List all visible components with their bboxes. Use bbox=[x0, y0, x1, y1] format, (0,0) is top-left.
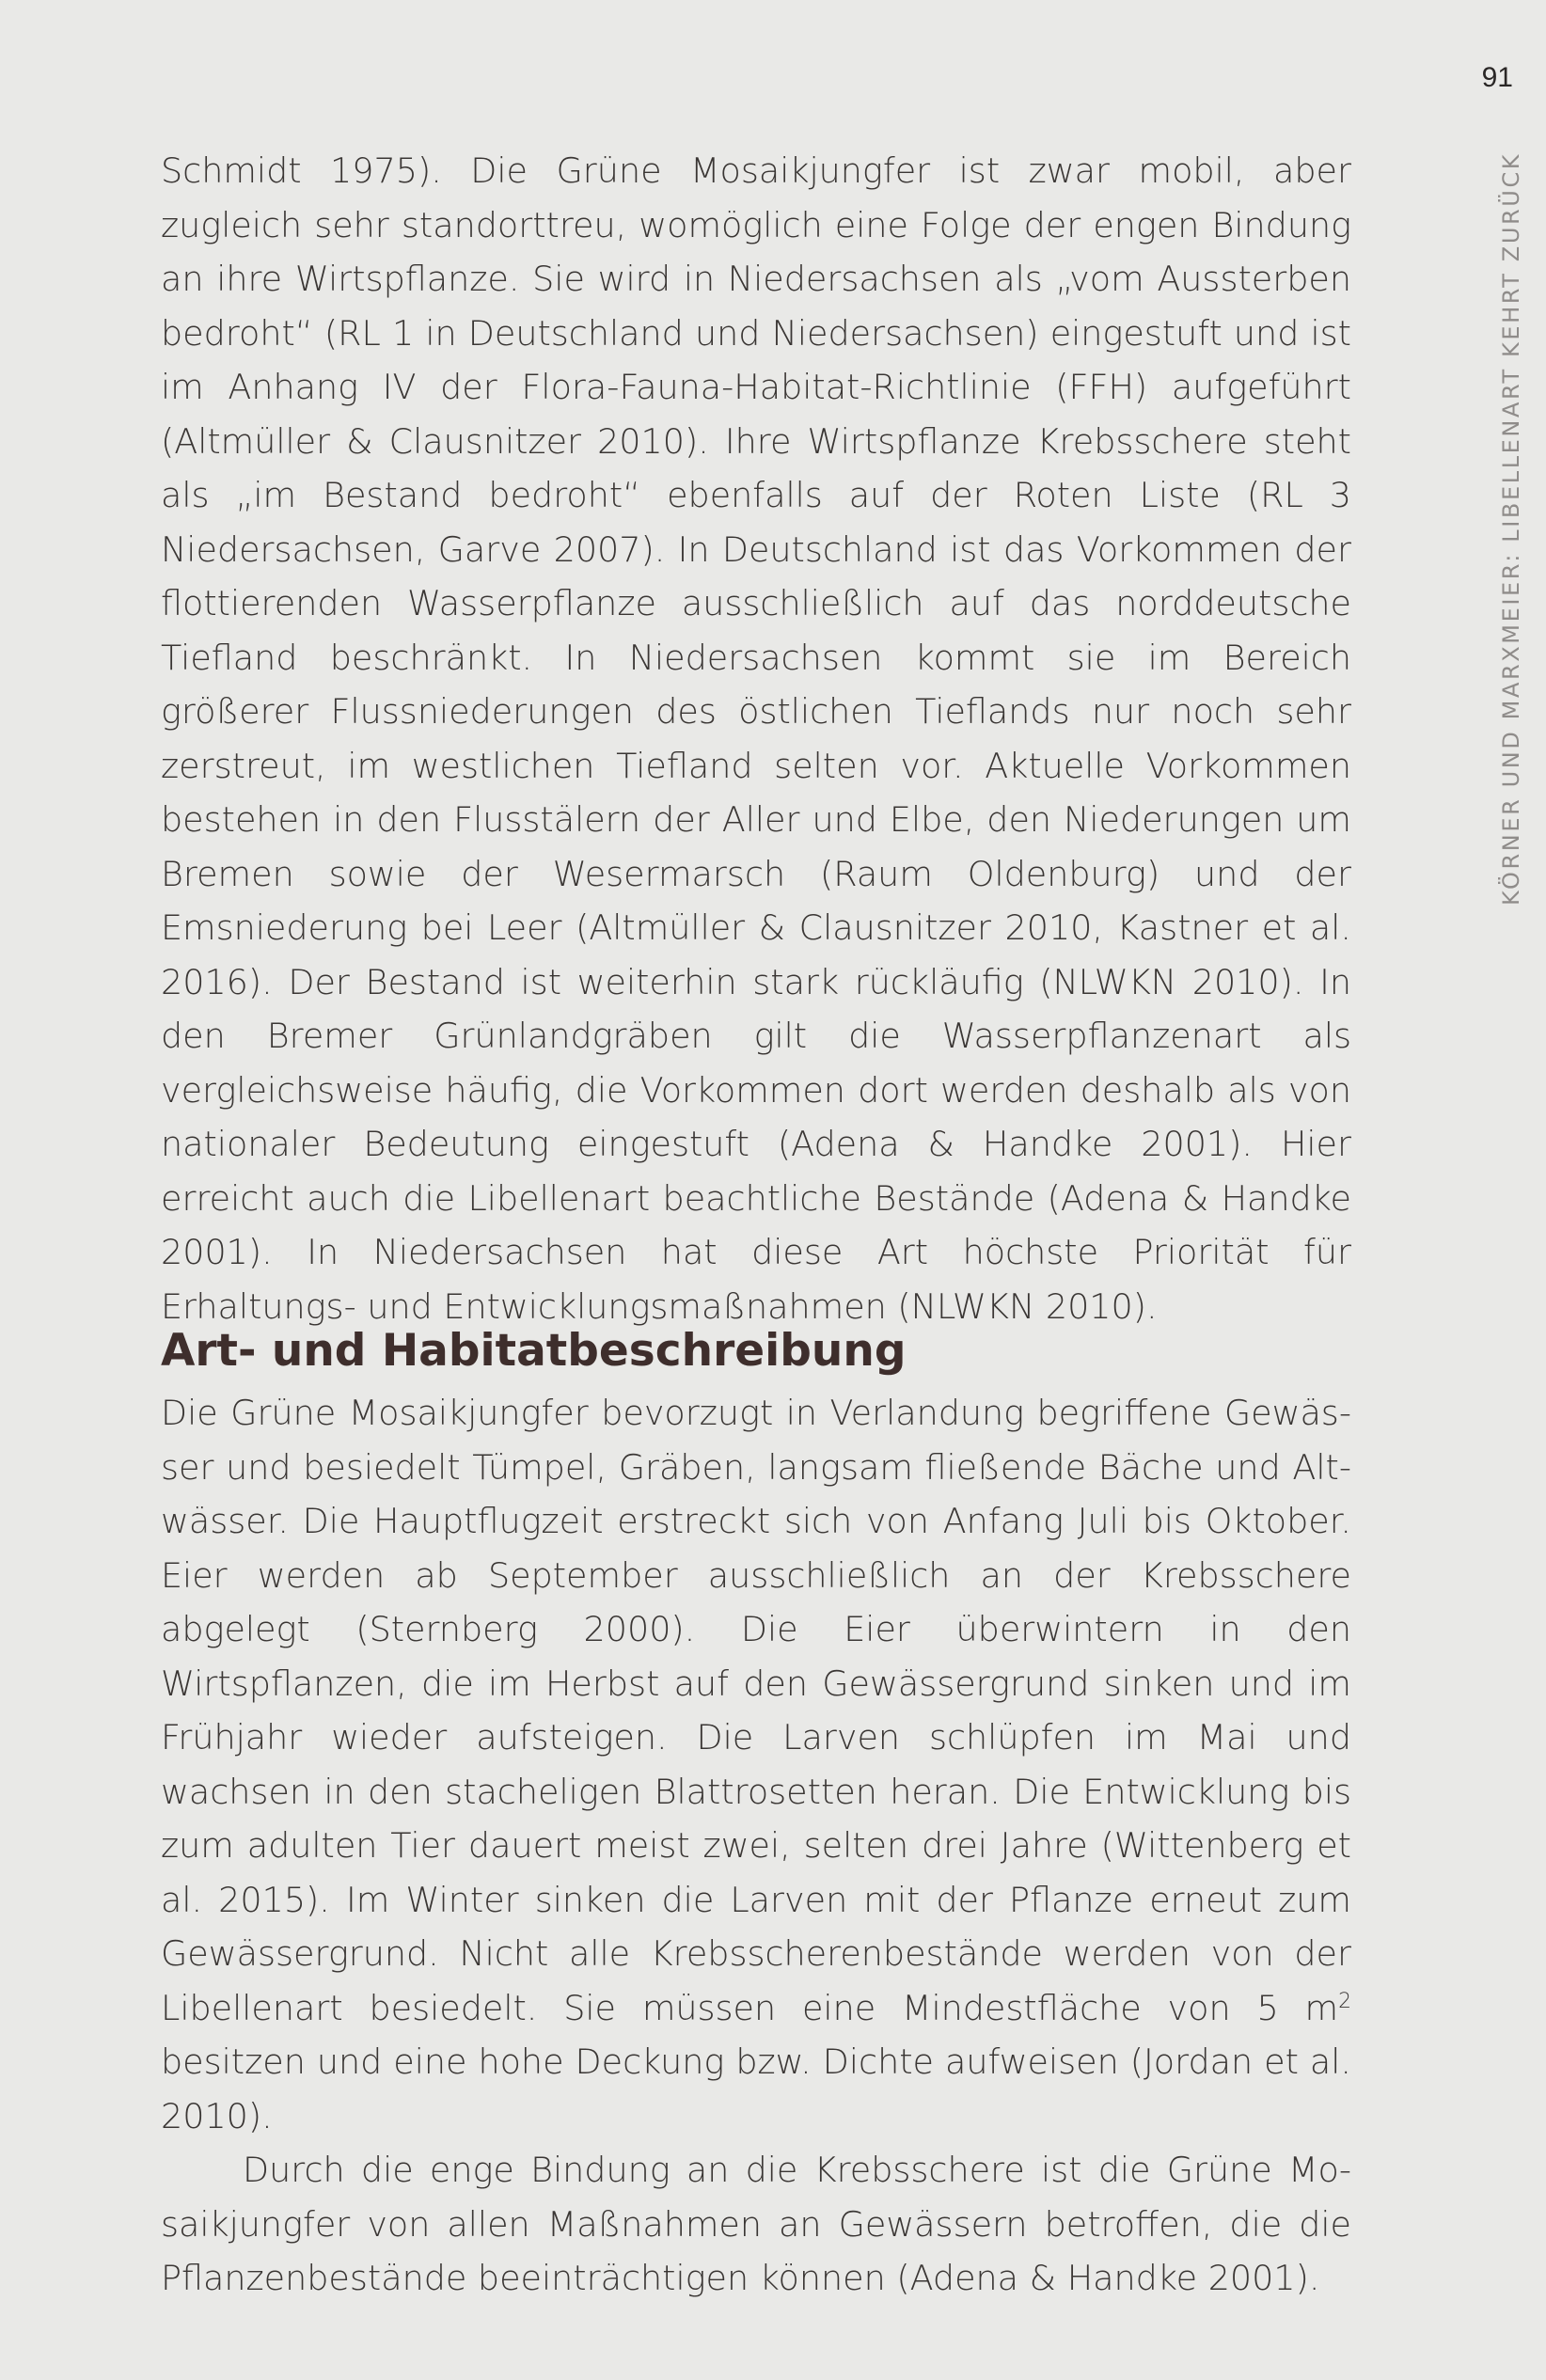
superscript-2: 2 bbox=[1338, 1989, 1351, 2013]
paragraph-habitat bbox=[161, 1386, 1351, 2143]
running-head: KÖRNER UND MARXMEIER: LIBELLENART KEHRT ZURÜCK bbox=[1498, 151, 1524, 906]
section-heading: Art- und Habitatbeschreibung bbox=[161, 1325, 907, 1377]
body-text-top bbox=[161, 144, 1351, 1333]
page-number: 91 bbox=[1481, 62, 1513, 93]
body-text-section bbox=[161, 1386, 1351, 2306]
paragraph-binding: Durch die enge Bindung an die Krebsschere ist die Grüne Mosaikjungfer von allen Maßnahmen an Gewässern betroffen, die die Pflanzenbestände beeinträchtigen können (Adena & Handke 2001). bbox=[161, 2150, 1351, 2298]
paragraph-habitat-text-1: Die Grüne Mosaikjungfer bevorzugt in Verlandung begriffene Gewässer und besiedelt Tümpel, Gräben, langsam fließende Bäche und Altwässer. Die Hauptflugzeit erstreckt sich von Anfang Juli bis Oktober. Eier werden ab September ausschließlich an der Krebsschere abgelegt (Sternberg 2000). Die Eier überwintern in den Wirtspflanzen, die im Herbst auf den Gewässergrund sinken und im Frühjahr wieder aufsteigen. Die Larven schlüpfen im Mai und wachsen in den stacheligen Blattrosetten heran. Die Entwicklung bis zum adulten Tier dauert meist zwei, selten drei Jahre (Wittenberg et al. 2015). Im Winter sinken die Larven mit der Pflanze erneut zum Gewässergrund. Nicht alle Krebsscherenbestände werden von der Libellenart besiedelt. Sie müssen eine Mindestfläche von 5 m bbox=[161, 1393, 1351, 2028]
paragraph-habitat-text-2: besitzen und eine hohe Deckung bzw. Dichte aufweisen (Jordan et al. 2010). bbox=[161, 2041, 1351, 2136]
paragraph-intro: Schmidt 1975). Die Grüne Mosaikjungfer ist zwar mobil, aber zugleich sehr standorttreu, womöglich eine Folge der engen Bindung an ihre Wirtspflanze. Sie wird in Niedersachsen als „vom Aussterben bedroht“ (RL 1 in Deutschland und Niedersachsen) eingestuft und ist im Anhang IV der Flora-Fauna-Habitat-Richtlinie (FFH) aufgeführt (Altmüller & Clausnitzer 2010). Ihre Wirtspflanze Krebsschere steht als „im Bestand bedroht“ ebenfalls auf der Roten Liste (RL 3 Niedersachsen, Garve 2007). In Deutschland ist das Vorkommen der flottierenden Wasserpflanze ausschließlich auf das norddeutsche Tiefland beschränkt. In Niedersachsen kommt sie im Bereich größerer Flussniederungen des östlichen Tieflands nur noch sehr zerstreut, im westlichen Tiefland selten vor. Aktuelle Vorkommen bestehen in den Flusstälern der Aller und Elbe, den Niederungen um Bremen sowie der Wesermarsch (Raum Oldenburg) und der Emsniederung bei Leer (Altmüller & Clausnitzer 2010, Kastner et al. 2016). Der Bestand ist weiterhin stark rückläufig (NLWKN 2010). In den Bremer Grünlandgräben gilt die Wasserpflanzenart als vergleichsweise häufig, die Vorkommen dort werden deshalb als von nationaler Bedeutung eingestuft (Adena & Handke 2001). Hier erreicht auch die Libellenart beachtliche Bestände (Adena & Handke 2001). In Niedersachsen hat diese Art höchste Priorität für Erhaltungs- und Entwicklungsmaßnahmen (NLWKN 2010). bbox=[161, 150, 1351, 1327]
